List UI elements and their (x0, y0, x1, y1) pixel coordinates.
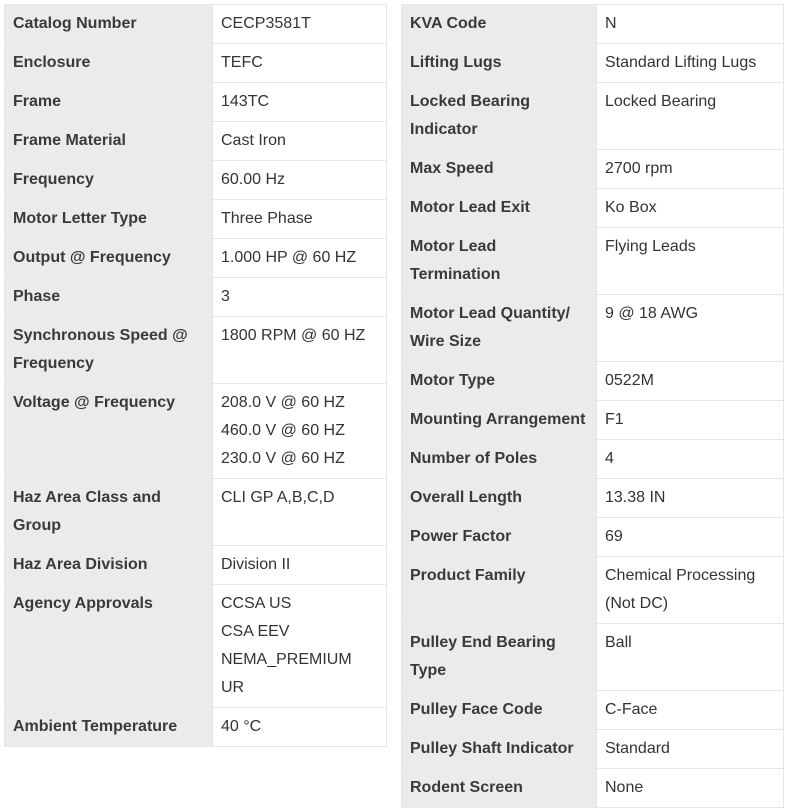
spec-value-line: Ball (605, 634, 632, 651)
spec-value (213, 161, 387, 200)
spec-label: Frame (5, 83, 213, 122)
spec-row (402, 624, 784, 691)
spec-label: Number of Poles (402, 440, 597, 479)
spec-label: Motor Type (402, 362, 597, 401)
spec-value (597, 150, 784, 189)
spec-row (402, 479, 784, 518)
spec-label: Synchronous Speed @ Frequency (5, 317, 213, 384)
spec-row (402, 518, 784, 557)
spec-row (402, 769, 784, 808)
spec-row (402, 228, 784, 295)
spec-value (597, 5, 784, 44)
spec-value-line: 460.0 V @ 60 HZ (221, 422, 345, 439)
spec-value-line: Cast Iron (221, 132, 286, 149)
spec-value-line: CCSA US (221, 595, 292, 612)
spec-value (213, 200, 387, 239)
spec-value (213, 239, 387, 278)
spec-row (402, 83, 784, 150)
spec-value-line: None (605, 779, 644, 796)
spec-value-line: Standard (605, 740, 670, 757)
spec-value-line: N (605, 15, 617, 32)
spec-label: Motor Lead Exit (402, 189, 597, 228)
spec-label: Pulley Shaft Indicator (402, 730, 597, 769)
spec-label: Output @ Frequency (5, 239, 213, 278)
spec-row (5, 546, 387, 585)
spec-row (5, 278, 387, 317)
spec-value (597, 228, 784, 295)
spec-label: Pulley End Bearing Type (402, 624, 597, 691)
spec-label: Voltage @ Frequency (5, 384, 213, 479)
spec-value (213, 44, 387, 83)
spec-row (5, 239, 387, 278)
spec-value (597, 730, 784, 769)
spec-value-line: Standard Lifting Lugs (605, 54, 757, 71)
spec-value-line: 69 (605, 528, 623, 545)
spec-value-line: F1 (605, 411, 624, 428)
spec-label: Frame Material (5, 122, 213, 161)
spec-row (402, 401, 784, 440)
spec-value-line: Three Phase (221, 210, 313, 227)
spec-value (597, 479, 784, 518)
spec-value (213, 585, 387, 708)
spec-value (597, 624, 784, 691)
spec-value (597, 401, 784, 440)
spec-value-line: 230.0 V @ 60 HZ (221, 450, 345, 467)
spec-value (213, 278, 387, 317)
spec-label: Rodent Screen (402, 769, 597, 808)
spec-value-line: 208.0 V @ 60 HZ (221, 394, 345, 411)
spec-value-line: 0522M (605, 372, 654, 389)
spec-row (402, 440, 784, 479)
spec-row (5, 5, 387, 44)
spec-value-line: UR (221, 679, 245, 696)
spec-value (597, 557, 784, 624)
spec-value-line: Locked Bearing (605, 93, 717, 110)
spec-value (213, 83, 387, 122)
spec-value-line: NEMA_PREMIUM (221, 651, 352, 668)
spec-row (5, 200, 387, 239)
spec-value-line: 3 (221, 288, 230, 305)
spec-row (5, 161, 387, 200)
spec-label: Lifting Lugs (402, 44, 597, 83)
spec-value-line: 143TC (221, 93, 270, 110)
spec-value (597, 83, 784, 150)
spec-label: Max Speed (402, 150, 597, 189)
spec-row (5, 708, 387, 747)
spec-value-line: CSA EEV (221, 623, 290, 640)
spec-value (597, 44, 784, 83)
spec-table-right-body (402, 5, 784, 808)
spec-value-line: Chemical Processing (Not DC) (605, 567, 756, 612)
spec-row (402, 44, 784, 83)
spec-value (597, 189, 784, 228)
spec-label: Locked Bearing Indicator (402, 83, 597, 150)
spec-table-right (401, 4, 784, 808)
spec-value-line: CLI GP A,B,C,D (221, 489, 335, 506)
spec-label: Power Factor (402, 518, 597, 557)
spec-value (597, 518, 784, 557)
spec-value-line: 60.00 Hz (221, 171, 286, 188)
spec-row (5, 479, 387, 546)
spec-value (213, 479, 387, 546)
spec-label: KVA Code (402, 5, 597, 44)
spec-label: Agency Approvals (5, 585, 213, 708)
spec-row (5, 44, 387, 83)
spec-label: Overall Length (402, 479, 597, 518)
spec-value (597, 691, 784, 730)
spec-value-line: Ko Box (605, 199, 657, 216)
spec-value (213, 5, 387, 44)
spec-value-line: 40 °C (221, 718, 262, 735)
spec-table-left (4, 4, 387, 747)
spec-row (5, 317, 387, 384)
spec-value (213, 384, 387, 479)
spec-value (597, 362, 784, 401)
spec-row (5, 122, 387, 161)
spec-row (402, 691, 784, 730)
spec-label: Haz Area Division (5, 546, 213, 585)
spec-row (402, 557, 784, 624)
spec-label: Haz Area Class and Group (5, 479, 213, 546)
spec-label: Enclosure (5, 44, 213, 83)
spec-value-line: Flying Leads (605, 238, 696, 255)
spec-label: Ambient Temperature (5, 708, 213, 747)
spec-value-line: C-Face (605, 701, 658, 718)
spec-value-line: 1.000 HP @ 60 HZ (221, 249, 357, 266)
spec-label: Pulley Face Code (402, 691, 597, 730)
spec-label: Catalog Number (5, 5, 213, 44)
spec-value (597, 295, 784, 362)
spec-row (402, 189, 784, 228)
spec-value (213, 122, 387, 161)
spec-value (597, 769, 784, 808)
spec-value-line: TEFC (221, 54, 263, 71)
spec-value-line: 13.38 IN (605, 489, 666, 506)
spec-row (402, 730, 784, 769)
spec-label: Motor Lead Termination (402, 228, 597, 295)
spec-value-line: 9 @ 18 AWG (605, 305, 699, 322)
spec-label: Product Family (402, 557, 597, 624)
spec-label: Frequency (5, 161, 213, 200)
spec-value-line: 4 (605, 450, 614, 467)
spec-row (5, 83, 387, 122)
spec-value (213, 708, 387, 747)
spec-label: Motor Lead Quantity/ Wire Size (402, 295, 597, 362)
spec-value (213, 317, 387, 384)
spec-row (402, 150, 784, 189)
spec-label: Phase (5, 278, 213, 317)
spec-label: Motor Letter Type (5, 200, 213, 239)
spec-row (5, 384, 387, 479)
spec-value-line: CECP3581T (221, 15, 311, 32)
spec-value-line: Division II (221, 556, 291, 573)
spec-row (402, 362, 784, 401)
spec-value-line: 1800 RPM @ 60 HZ (221, 327, 366, 344)
spec-row (402, 5, 784, 44)
spec-label: Mounting Arrangement (402, 401, 597, 440)
spec-value (213, 546, 387, 585)
spec-row (5, 585, 387, 708)
spec-value (597, 440, 784, 479)
spec-table-left-body (5, 5, 387, 747)
spec-row (402, 295, 784, 362)
spec-value-line: 2700 rpm (605, 160, 673, 177)
